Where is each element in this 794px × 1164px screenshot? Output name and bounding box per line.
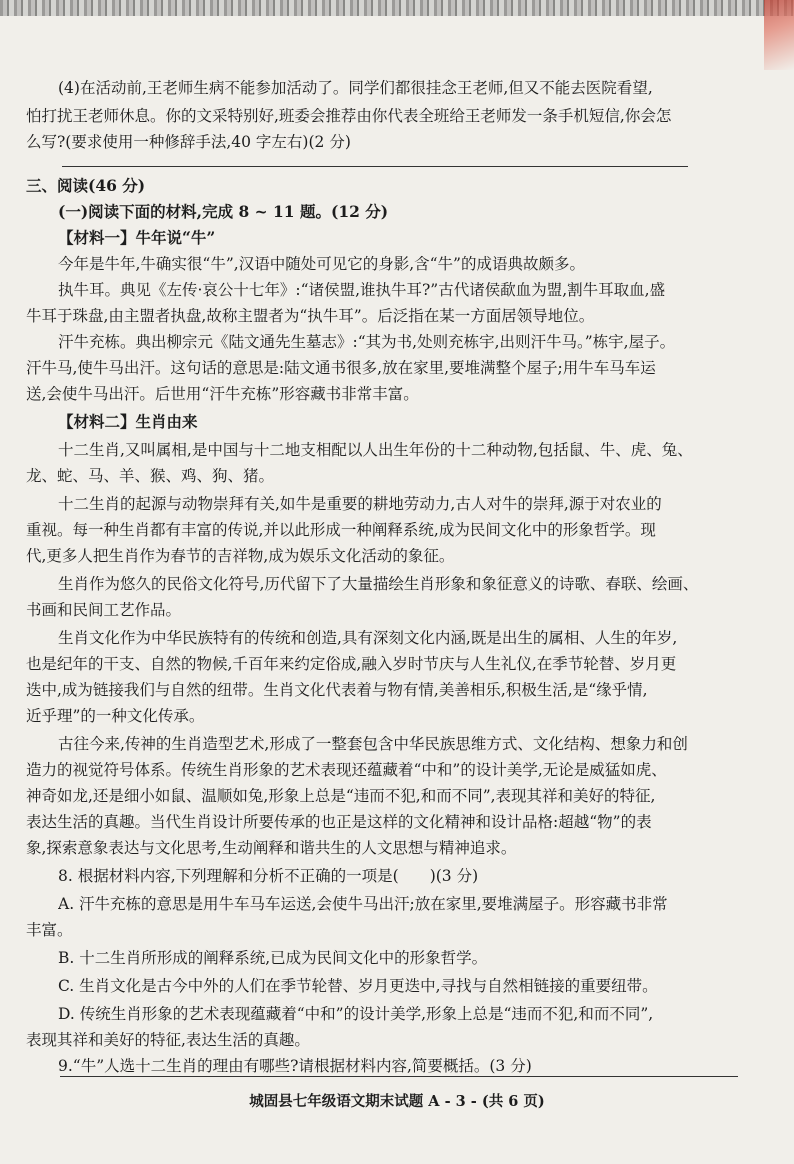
q8-option-d: D. 传统生肖形象的艺术表现蕴藏着“中和”的设计美学,形象上总是“违而不犯,和而不同”, — [58, 1005, 654, 1023]
footer-rule — [60, 1076, 738, 1077]
part-one-title: (一)阅读下面的材料,完成 8 ~ 11 题。(12 分) — [58, 202, 389, 221]
m2-paragraph-line: 古往今来,传神的生肖造型艺术,形成了一整套包含中华民族思维方式、文化结构、想象力和创 — [58, 735, 688, 753]
m2-paragraph-line: 生肖文化作为中华民族特有的传统和创造,具有深刻文化内涵,既是出生的属相、人生的年岁, — [58, 629, 678, 647]
m1-paragraph-line: 汗牛充栋。典出柳宗元《陆文通先生墓志》:“其为书,处则充栋宇,出则汗牛马。”栋宇,屋子。 — [58, 333, 676, 351]
q9-stem: 9.“牛”人选十二生肖的理由有哪些?请根据材料内容,简要概括。(3 分) — [58, 1057, 532, 1075]
q4-line-1: (4)在活动前,王老师生病不能参加活动了。同学们都很挂念王老师,但又不能去医院看望, — [58, 79, 653, 97]
material-two-title: 【材料二】生肖由来 — [58, 412, 198, 431]
page-footer: 城固县七年级语文期末试题 A - 3 - (共 6 页) — [249, 1093, 545, 1110]
q8-option-b: B. 十二生肖所形成的阐释系统,已成为民间文化中的形象哲学。 — [58, 949, 488, 967]
q8-stem: 8. 根据材料内容,下列理解和分析不正确的一项是( )(3 分) — [58, 867, 479, 885]
m2-paragraph-line: 象,探索意象表达与文化思考,生动阐释和谐共生的人文思想与精神追求。 — [26, 839, 517, 857]
m2-paragraph-line: 神奇如龙,还是细小如鼠、温顺如兔,形象上总是“违而不犯,和而不同”,表现其祥和美好的特征, — [26, 787, 656, 805]
m1-paragraph-line: 送,会使牛马出汗。后世用“汗牛充栋”形容藏书非常丰富。 — [26, 385, 419, 403]
m1-paragraph-line: 汗牛马,使牛马出汗。这句话的意思是:陆文通书很多,放在家里,要堆满整个屋子;用牛车马车运 — [26, 359, 656, 377]
m2-paragraph-line: 书画和民间工艺作品。 — [26, 601, 182, 619]
answer-line — [62, 166, 688, 167]
m2-paragraph-line: 生肖作为悠久的民俗文化符号,历代留下了大量描绘生肖形象和象征意义的诗歌、春联、绘画、 — [58, 575, 699, 593]
q8-option-c: C. 生肖文化是古今中外的人们在季节轮替、岁月更迭中,寻找与自然相链接的重要纽带。 — [58, 977, 658, 995]
m1-paragraph-line: 牛耳于珠盘,由主盟者执盘,故称主盟者为“执牛耳”。后泛指在某一方面居领导地位。 — [26, 307, 595, 325]
m2-paragraph-line: 代,更多人把生肖作为春节的吉祥物,成为娱乐文化活动的象征。 — [26, 547, 455, 565]
m2-paragraph-line: 表达生活的真趣。当代生肖设计所要传承的也正是这样的文化精神和设计品格:超越“物”的表 — [26, 813, 652, 831]
m2-paragraph-line: 也是纪年的干支、自然的物候,千百年来约定俗成,融入岁时节庆与人生礼仪,在季节轮替、岁月更 — [26, 655, 677, 673]
m2-paragraph-line: 十二生肖,又叫属相,是中国与十二地支相配以人出生年份的十二种动物,包括鼠、牛、虎、兔、 — [58, 441, 693, 459]
q4-line-3: 么写?(要求使用一种修辞手法,40 字左右)(2 分) — [26, 133, 351, 151]
q4-line-2: 怕打扰王老师休息。你的文采特别好,班委会推荐由你代表全班给王老师发一条手机短信,你会怎 — [26, 107, 672, 125]
m2-paragraph-line: 近乎理”的一种文化传承。 — [26, 707, 205, 725]
m2-paragraph-line: 重视。每一种生肖都有丰富的传说,并以此形成一种阐释系统,成为民间文化中的形象哲学。现 — [26, 521, 656, 539]
q8-option-d-cont: 表现其祥和美好的特征,表达生活的真趣。 — [26, 1031, 310, 1049]
m1-paragraph-line: 今年是牛年,牛确实很“牛”,汉语中随处可见它的身影,含“牛”的成语典故颇多。 — [58, 255, 585, 273]
m2-paragraph-line: 造力的视觉符号体系。传统生肖形象的艺术表现还蕴藏着“中和”的设计美学,无论是威猛如虎、 — [26, 761, 667, 779]
material-one-title: 【材料一】牛年说“牛” — [58, 228, 216, 247]
section-title: 三、阅读(46 分) — [26, 176, 146, 195]
m2-paragraph-line: 迭中,成为链接我们与自然的纽带。生肖文化代表着与物有情,美善相乐,积极生活,是“缘乎情, — [26, 681, 648, 699]
m2-paragraph-line: 十二生肖的起源与动物崇拜有关,如牛是重要的耕地劳动力,古人对牛的崇拜,源于对农业的 — [58, 495, 662, 513]
q8-option-a-cont: 丰富。 — [26, 921, 73, 939]
m1-paragraph-line: 执牛耳。典见《左传·哀公十七年》:“诸侯盟,谁执牛耳?”古代诸侯歃血为盟,割牛耳取血,盛 — [58, 281, 666, 299]
m2-paragraph-line: 龙、蛇、马、羊、猴、鸡、狗、猪。 — [26, 467, 275, 485]
q8-option-a: A. 汗牛充栋的意思是用牛车马车运送,会使牛马出汗;放在家里,要堆满屋子。形容藏书非常 — [58, 895, 668, 913]
